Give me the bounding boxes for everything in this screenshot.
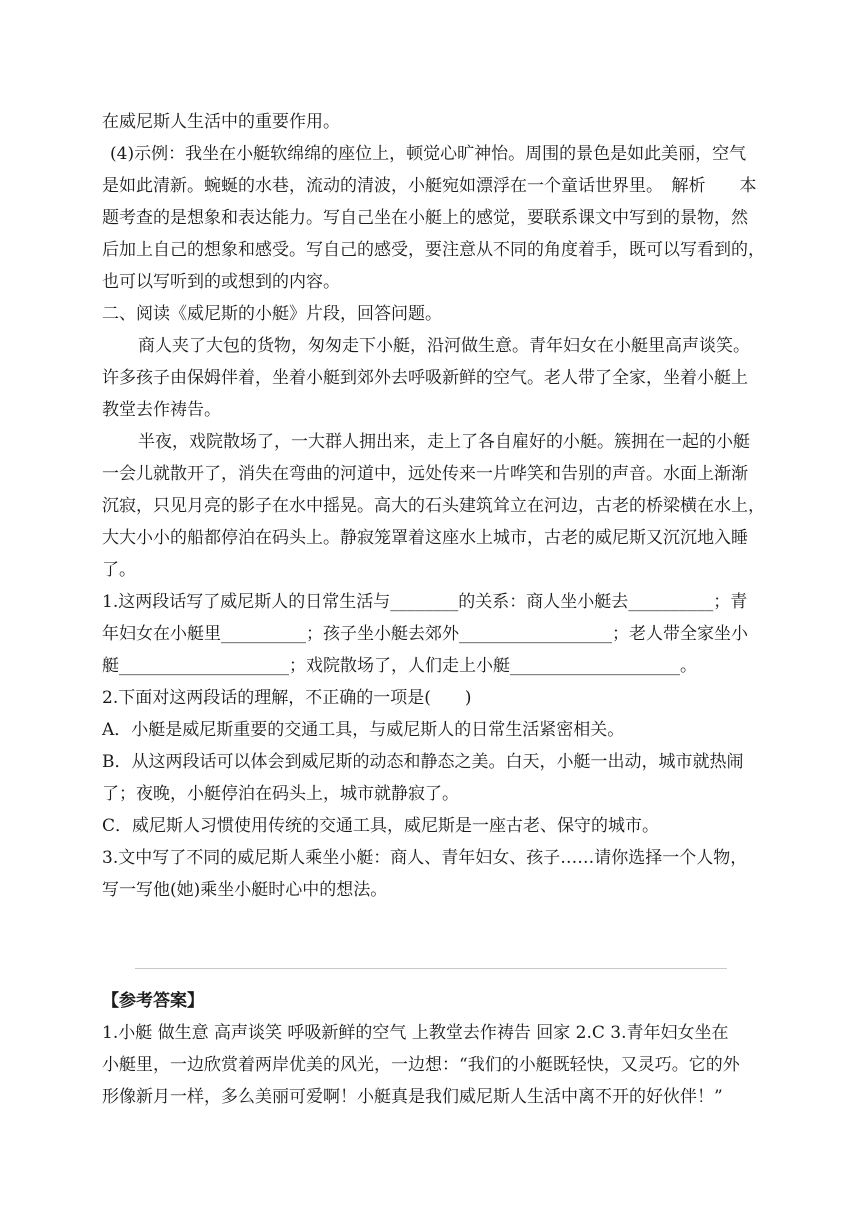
answer-title: 【参考答案】 xyxy=(102,991,204,1011)
option-a: A．小艇是威尼斯重要的交通工具，与威尼斯人的日常生活紧密相关。 xyxy=(102,720,625,740)
section1-paragraph xyxy=(102,106,765,298)
text-line: 后加上自己的想象和感受。写自己的感受，要注意从不同的角度着手，既可以写看到的， xyxy=(102,240,765,260)
answer-line: 1.小艇 做生意 高声谈笑 呼吸新鲜的空气 上教堂去作祷告 回家 2.C 3.青年妇女坐在 xyxy=(102,1023,729,1043)
text-line: 半夜，戏院散场了，一大群人拥出来，走上了各自雇好的小艇。簇拥在一起的小艇 xyxy=(138,432,750,452)
text-line: 1.这两段话写了威尼斯人的日常生活与________的关系：商人坐小艇去__________；青 xyxy=(102,592,748,612)
passage-paragraph-2 xyxy=(102,426,765,586)
text-line: 是如此清新。蜿蜒的水巷，流动的清波，小艇宛如漂浮在一个童话世界里。 解析 本 xyxy=(102,176,757,196)
option-b-continued: 了；夜晚，小艇停泊在码头上，城市就静寂了。 xyxy=(102,784,459,804)
document-body xyxy=(102,106,765,906)
text-line: 3.文中写了不同的威尼斯人乘坐小艇：商人、青年妇女、孩子……请你选择一个人物， xyxy=(102,848,748,868)
text-line: 沉寂，只见月亮的影子在水中摇晃。高大的石头建筑耸立在河边，古老的桥梁横在水上， xyxy=(102,496,765,516)
text-line: 教堂去作祷告。 xyxy=(102,400,221,420)
text-line: (4)示例：我坐在小艇软绵绵的座位上，顿觉心旷神怡。周围的景色是如此美丽，空气 xyxy=(110,144,747,164)
answer-line: 小艇里，一边欣赏着两岸优美的风光，一边想：“我们的小艇既轻快，又灵巧。它的外 xyxy=(102,1055,740,1075)
text-line: 也可以写听到的或想到的内容。 xyxy=(102,272,340,292)
option-b: B．从这两段话可以体会到威尼斯的动态和静态之美。白天，小艇一出动，城市就热闹 xyxy=(102,752,744,772)
option-c: C．威尼斯人习惯使用传统的交通工具，威尼斯是一座古老、保守的城市。 xyxy=(102,816,660,836)
text-line: 许多孩子由保姆伴着，坐着小艇到郊外去呼吸新鲜的空气。老人带了全家，坐着小艇上 xyxy=(102,368,748,388)
question-2 xyxy=(102,682,762,842)
text-line: 商人夹了大包的货物，匆匆走下小艇，沿河做生意。青年妇女在小艇里高声谈笑。 xyxy=(138,336,750,356)
text-line: 题考查的是想象和表达能力。写自己坐在小艇上的感觉，要联系课文中写到的景物，然 xyxy=(102,208,748,228)
section-divider xyxy=(135,968,727,969)
answer-section xyxy=(102,985,762,1113)
question-stem: 2.下面对这两段话的理解，不正确的一项是( ) xyxy=(102,688,472,708)
question-3 xyxy=(102,842,762,906)
text-line: 写一写他(她)乘坐小艇时心中的想法。 xyxy=(102,880,388,900)
text-line: 艇____________________；戏院散场了，人们走上小艇____________________。 xyxy=(102,656,697,676)
question-1 xyxy=(102,586,762,682)
text-line: 年妇女在小艇里__________；孩子坐小艇去郊外__________________；老人带全家坐小 xyxy=(102,624,748,644)
answer-line: 形像新月一样，多么美丽可爱啊！小艇真是我们威尼斯人生活中离不开的好伙伴！” xyxy=(102,1087,723,1107)
text-line: 了。 xyxy=(102,560,136,580)
section2-heading: 二、阅读《威尼斯的小艇》片段，回答问题。 xyxy=(102,304,442,324)
text-line: 大大小小的船都停泊在码头上。静寂笼罩着这座水上城市，古老的威尼斯又沉沉地入睡 xyxy=(102,528,748,548)
passage-paragraph-1 xyxy=(102,330,762,426)
text-line: 在威尼斯人生活中的重要作用。 xyxy=(102,112,340,132)
text-line: 一会儿就散开了，消失在弯曲的河道中，远处传来一片哗笑和告别的声音。水面上渐渐 xyxy=(102,464,748,484)
